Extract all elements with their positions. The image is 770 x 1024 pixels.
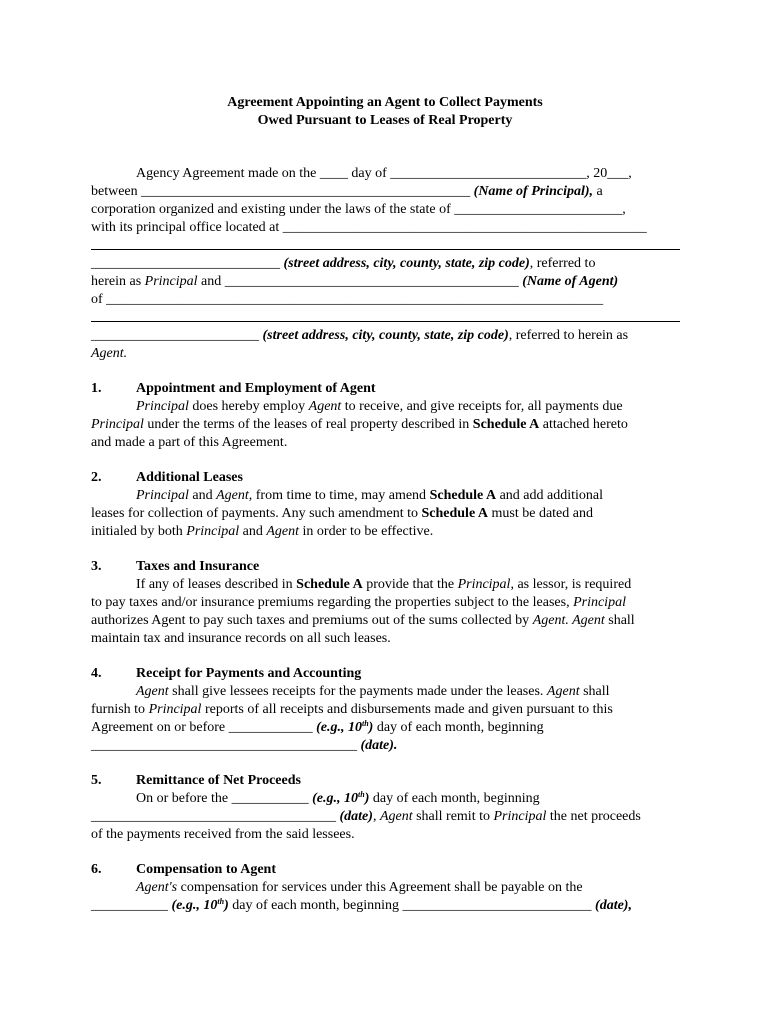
section-line: ___________ (e.g., 10th) day of each month, beginning ___________________________ (date), (91, 897, 632, 913)
section-line: On or before the ___________ (e.g., 10th) day of each month, beginning (136, 790, 540, 806)
section-number: 1. (91, 381, 102, 396)
intro-line-7: of _______________________________________________________________________ (91, 292, 604, 307)
section-number: 6. (91, 862, 102, 877)
section-line: initialed by both Principal and Agent in order to be effective. (91, 524, 434, 539)
document-title-line-2: Owed Pursuant to Leases of Real Property (257, 113, 513, 128)
section-line: Principal and Agent, from time to time, may amend Schedule A and add additional (136, 488, 603, 503)
section-heading: Taxes and Insurance (136, 559, 260, 574)
section-line: to pay taxes and/or insurance premiums regarding the properties subject to the leases, Principal (91, 595, 626, 610)
section-line: Principal does hereby employ Agent to receive, and give receipts for, all payments due (136, 399, 623, 414)
intro-line-2: between _______________________________________________ (Name of Principal), a (91, 184, 603, 199)
section-number: 5. (91, 773, 102, 788)
intro-line-6: herein as Principal and __________________________________________ (Name of Agent) (91, 274, 619, 289)
intro-line-4: with its principal office located at ____________________________________________________ (91, 220, 647, 235)
section-line: If any of leases described in Schedule A provide that the Principal, as lessor, is required (136, 577, 632, 592)
blank-rule (91, 321, 680, 322)
section-heading: Receipt for Payments and Accounting (136, 666, 362, 681)
section-heading: Compensation to Agent (136, 862, 277, 877)
section-line: of the payments received from the said lessees. (91, 827, 355, 842)
section-line: maintain tax and insurance records on all such leases. (91, 631, 391, 646)
section-line: ______________________________________ (date). (91, 738, 398, 753)
intro-line-3: corporation organized and existing under the laws of the state of ________________________, (91, 202, 626, 217)
section-number: 3. (91, 559, 102, 574)
section-line: Agreement on or before ____________ (e.g., 10th) day of each month, beginning (91, 719, 544, 735)
intro-line-5: ___________________________ (street address, city, county, state, zip code), referred to (91, 256, 596, 271)
intro-line-9: Agent. (91, 346, 128, 361)
document-title-line-1: Agreement Appointing an Agent to Collect Payments (227, 95, 543, 110)
intro-line-8: ________________________ (street address, city, county, state, zip code), referred to herein as (91, 328, 629, 343)
section-line: Agent shall give lessees receipts for the payments made under the leases. Agent shall (136, 684, 610, 699)
section-heading: Remittance of Net Proceeds (136, 773, 301, 788)
section-number: 2. (91, 470, 102, 485)
section-line: ___________________________________ (date), Agent shall remit to Principal the net proceeds (91, 809, 641, 824)
section-heading: Appointment and Employment of Agent (136, 381, 376, 396)
section-heading: Additional Leases (136, 470, 243, 485)
section-line: furnish to Principal reports of all receipts and disbursements made and given pursuant to this (91, 702, 613, 717)
section-number: 4. (91, 666, 102, 681)
intro-line-1: Agency Agreement made on the ____ day of ____________________________, 20___, (136, 166, 632, 181)
blank-rule (91, 249, 680, 250)
section-line: authorizes Agent to pay such taxes and premiums out of the sums collected by Agent. Agent shall (91, 613, 635, 628)
section-line: leases for collection of payments. Any such amendment to Schedule A must be dated and (91, 506, 593, 521)
section-line: and made a part of this Agreement. (91, 435, 288, 450)
section-line: Principal under the terms of the leases of real property described in Schedule A attached hereto (91, 417, 628, 432)
section-line: Agent's compensation for services under this Agreement shall be payable on the (136, 880, 583, 895)
